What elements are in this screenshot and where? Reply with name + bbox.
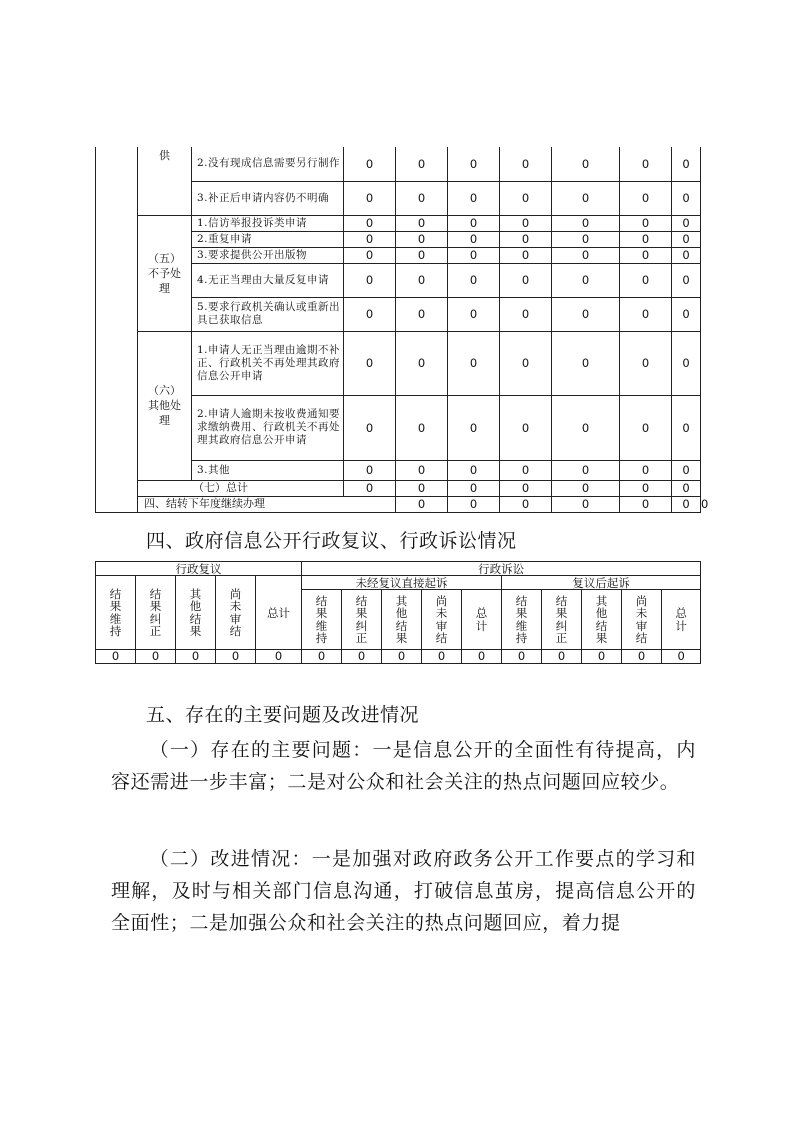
cell-value: 0 (620, 297, 672, 331)
col-other-result: 其他结果 (382, 590, 422, 650)
cell-value: 0 (620, 480, 672, 496)
table-row (96, 650, 701, 664)
table-row (96, 331, 701, 395)
cell-value: 0 (672, 147, 701, 181)
cell-value: 0 (344, 331, 396, 395)
cell-value: 0 (396, 181, 448, 215)
cell-value: 0 (500, 480, 552, 496)
cell-value: 0 (396, 496, 448, 512)
paragraph-text: （二）改进情况：一是加强对政府政务公开工作要点的学习和理解，及时与相关部门信息沟通，打破信息茧房，提高信息公开的全面性；二是加强公众和社会关注的热点问题回应，着力提 (111, 848, 696, 934)
cell-value: 0 (622, 650, 662, 664)
cell-value: 0 (620, 460, 672, 480)
col-pending: 尚未审结 (216, 576, 256, 650)
total-label: （七）总计 (138, 480, 344, 496)
cell-value: 0 (672, 460, 701, 480)
cell-value: 0 (552, 263, 620, 297)
col-total: 总计 (256, 576, 302, 650)
cell-value: 0 (672, 480, 701, 496)
cell-value: 0 (552, 215, 620, 231)
cell-value: 0 (448, 297, 500, 331)
cell-value: 0 (672, 215, 701, 231)
cell-value: 0 (552, 297, 620, 331)
header-review: 行政复议 (96, 562, 302, 576)
cell-value: 0 (672, 231, 701, 247)
col-pending: 尚未审结 (422, 590, 462, 650)
cell-value: 0 (256, 650, 302, 664)
cell-value: 0 (500, 331, 552, 395)
cell-value: 0 (662, 650, 701, 664)
cell-value: 0 (672, 496, 701, 512)
cell-value: 0 (552, 147, 620, 181)
row-label: 3.其他 (192, 460, 344, 480)
cell-value: 0 (462, 650, 502, 664)
cell-value: 0 (396, 231, 448, 247)
cell-value: 0 (396, 297, 448, 331)
cell-value: 0 (448, 147, 500, 181)
cell-value: 0 (344, 480, 396, 496)
col-other-result: 其他结果 (582, 590, 622, 650)
cell-value: 0 (448, 496, 500, 512)
cell-value: 0 (620, 496, 672, 512)
col-result-maintain: 结果维持 (302, 590, 342, 650)
cell-value: 0 (672, 395, 701, 460)
col-total: 总计 (462, 590, 502, 650)
col-other-result: 其他结果 (176, 576, 216, 650)
cell-value: 0 (396, 395, 448, 460)
review-litigation-table (95, 561, 701, 664)
cell-value: 0 (552, 496, 620, 512)
cell-value: 0 (552, 181, 620, 215)
cell-value: 0 (344, 263, 396, 297)
cell-value: 0 (620, 231, 672, 247)
group-label: 供 (138, 147, 192, 215)
col-result-corrected: 结果纠正 (542, 590, 582, 650)
cell-value: 0 (672, 263, 701, 297)
col-result-corrected: 结果纠正 (342, 590, 382, 650)
cell-value: 0 (552, 395, 620, 460)
cell-value: 0 (216, 650, 256, 664)
table-header-row (96, 576, 701, 590)
cell-value: 0 (500, 297, 552, 331)
cell-value: 0 (396, 331, 448, 395)
paragraph-text: （一）存在的主要问题：一是信息公开的全面性有待提高，内容还需进一步丰富；二是对公众和社会关注的热点问题回应较少。 (111, 739, 696, 793)
carry-over-label: 四、结转下年度继续办理 (138, 496, 396, 512)
cell-value: 0 (344, 181, 396, 215)
row-label: 1.申请人无正当理由逾期不补正、行政机关不再处理其政府信息公开申请 (192, 331, 344, 395)
col-pending: 尚未审结 (622, 590, 662, 650)
cell-value: 0 (500, 263, 552, 297)
cell-value: 0 (344, 297, 396, 331)
cell-value: 0 (500, 181, 552, 215)
disposition-table (95, 147, 709, 513)
cell-value: 0 (344, 247, 396, 263)
header-direct-suit: 未经复议直接起诉 (302, 576, 502, 590)
row-label: 2.没有现成信息需要另行制作 (192, 147, 344, 181)
section-4-heading: 四、政府信息公开行政复议、行政诉讼情况 (146, 530, 517, 552)
cell-value: 0 (672, 331, 701, 395)
col-result-corrected: 结果纠正 (136, 576, 176, 650)
cell-value: 0 (672, 181, 701, 215)
cell-value: 0 (620, 147, 672, 181)
row-label: 2.申请人逾期未按收费通知要求缴纳费用、行政机关不再处理其政府信息公开申请 (192, 395, 344, 460)
cell-value: 0 (620, 181, 672, 215)
cell-value: 0 (552, 231, 620, 247)
cell-value: 0 (96, 650, 136, 664)
table-row (96, 147, 701, 181)
cell-value: 0 (448, 460, 500, 480)
cell-value: 0 (552, 480, 620, 496)
cell-value: 0 (448, 480, 500, 496)
header-after-review: 复议后起诉 (502, 576, 701, 590)
cell-value: 0 (500, 247, 552, 263)
cell-value: 0 (500, 460, 552, 480)
cell-value: 0 (500, 395, 552, 460)
row-label: 1.信访举报投诉类申请 (192, 215, 344, 231)
cell-value: 0 (448, 263, 500, 297)
cell-value: 0 (302, 650, 342, 664)
col-total: 总计 (662, 590, 701, 650)
cell-value: 0 (136, 650, 176, 664)
cell-value: 0 (396, 247, 448, 263)
paragraph-improvements (111, 843, 696, 939)
cell-value: 0 (672, 297, 701, 331)
col-result-maintain: 结果维持 (502, 590, 542, 650)
cell-value: 0 (448, 247, 500, 263)
cell-value: 0 (396, 215, 448, 231)
paragraph-main-problems (111, 734, 696, 798)
cell-value: 0 (500, 496, 552, 512)
row-label: 2.重复申请 (192, 231, 344, 247)
cell-value: 0 (620, 215, 672, 231)
cell-value: 0 (672, 247, 701, 263)
section-5-heading: 五、存在的主要问题及改进情况 (146, 704, 420, 726)
cell-value: 0 (344, 215, 396, 231)
cell-value: 0 (620, 247, 672, 263)
outer-category-cell (96, 147, 138, 512)
cell-value: 0 (542, 650, 582, 664)
carry-over-row: 四、结转下年度继续办理 0 0 0 0 0 0 0 (96, 496, 701, 512)
total-row (96, 480, 701, 496)
cell-value: 0 (500, 215, 552, 231)
row-label: 4.无正当理由大量反复申请 (192, 263, 344, 297)
cell-value: 0 (502, 650, 542, 664)
cell-value: 0 (448, 231, 500, 247)
cell-value: 0 (344, 231, 396, 247)
cell-value: 0 (448, 395, 500, 460)
row-label: 3.补正后申请内容仍不明确 (192, 181, 344, 215)
row-label: 5.要求行政机关确认或重新出具已获取信息 (192, 297, 344, 331)
cell-value: 0 (176, 650, 216, 664)
cell-value: 0 (396, 147, 448, 181)
cell-value: 0 (448, 331, 500, 395)
cell-value: 0 (552, 247, 620, 263)
cell-value: 0 (344, 395, 396, 460)
header-litigation: 行政诉讼 (302, 562, 701, 576)
cell-value: 0 (448, 215, 500, 231)
cell-value: 0 (396, 480, 448, 496)
cell-value: 0 (396, 263, 448, 297)
cell-value: 0 (396, 460, 448, 480)
table-row (96, 215, 701, 231)
cell-value: 0 (500, 231, 552, 247)
table-header-row (96, 562, 701, 576)
cell-value: 0 (620, 395, 672, 460)
col-result-maintain: 结果维持 (96, 576, 136, 650)
cell-value: 0 (620, 263, 672, 297)
cell-value: 0 (500, 147, 552, 181)
cell-value: 0 (344, 460, 396, 480)
group-label: （五）不予处理 (138, 215, 192, 331)
cell-value: 0 (448, 181, 500, 215)
cell-value: 0 (422, 650, 462, 664)
cell-value: 0 (620, 331, 672, 395)
group-label: （六）其他处理 (138, 331, 192, 480)
cell-value: 0 (552, 460, 620, 480)
row-label: 3.要求提供公开出版物 (192, 247, 344, 263)
cell-value: 0 (382, 650, 422, 664)
cell-value: 0 (552, 331, 620, 395)
cell-value: 0 (344, 147, 396, 181)
cell-value: 0 (342, 650, 382, 664)
cell-value: 0 (582, 650, 622, 664)
